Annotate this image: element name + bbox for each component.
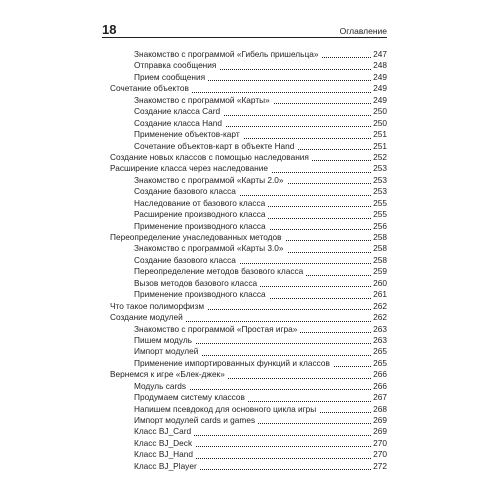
toc-entry-title: Создание базового класса	[134, 186, 239, 197]
toc-entry-page: 270	[373, 437, 387, 448]
toc-entry-title: Импорт модулей cards и games	[134, 415, 258, 426]
toc-subsection-entry	[110, 266, 387, 277]
toc-entry-page: 253	[373, 163, 387, 174]
toc-subsection-entry	[110, 255, 387, 266]
toc-subsection-entry	[110, 289, 387, 300]
toc-entry-page: 255	[373, 197, 387, 208]
toc-entry-title: Прием сообщения	[134, 72, 208, 83]
toc-entry-page: 249	[373, 83, 387, 94]
toc-entry-page: 266	[373, 380, 387, 391]
toc-entry-page: 272	[373, 460, 387, 471]
toc-entry-title: Создание модулей	[110, 312, 186, 323]
toc-entry-title: Знакомство с программой «Гибель пришельца»	[134, 49, 321, 60]
toc-subsection-entry	[110, 243, 387, 254]
toc-entry-page: 255	[373, 209, 387, 220]
toc-entry-title: Сочетание объектов	[110, 83, 192, 94]
toc-subsection-entry	[110, 186, 387, 197]
toc-subsection-entry	[110, 426, 387, 437]
toc-section-entry	[110, 163, 387, 174]
toc-entry-page: 251	[373, 140, 387, 151]
toc-section-entry	[110, 83, 387, 94]
toc-entry-title: Класс BJ_Card	[134, 426, 194, 437]
toc-entry-page: 267	[373, 392, 387, 403]
toc-entry-page: 258	[373, 254, 387, 265]
toc-entry-page: 262	[373, 312, 387, 323]
toc-entry-title: Продумаем систему классов	[134, 392, 248, 403]
toc-entry-title: Применение импортированных функций и классов	[134, 358, 333, 369]
toc-entry-title: Создание класса Card	[134, 106, 223, 117]
toc-section-entry	[110, 152, 387, 163]
table-of-contents	[110, 49, 387, 472]
toc-entry-title: Что такое полиморфизм	[110, 301, 207, 312]
toc-entry-title: Модуль cards	[134, 381, 189, 392]
toc-subsection-entry	[110, 324, 387, 335]
toc-entry-page: 261	[373, 289, 387, 300]
toc-entry-title: Переопределение методов базового класса	[134, 266, 306, 277]
toc-subsection-entry	[110, 392, 387, 403]
toc-entry-page: 253	[373, 186, 387, 197]
toc-entry-page: 260	[373, 277, 387, 288]
toc-entry-page: 248	[373, 60, 387, 71]
toc-entry-title: Вернемся к игре «Блек-джек»	[110, 369, 228, 380]
toc-entry-title: Знакомство с программой «Карты 3.0»	[134, 243, 287, 254]
toc-subsection-entry	[110, 209, 387, 220]
toc-entry-page: 250	[373, 106, 387, 117]
toc-entry-title: Применение производного класса	[134, 221, 269, 232]
toc-entry-title: Наследование от базового класса	[134, 198, 268, 209]
toc-entry-title: Класс BJ_Player	[134, 461, 200, 472]
toc-entry-page: 268	[373, 403, 387, 414]
toc-section-entry	[110, 232, 387, 243]
toc-entry-page: 269	[373, 415, 387, 425]
toc-entry-title: Напишем псевдокод для основного цикла игры	[134, 404, 319, 415]
toc-subsection-entry	[110, 381, 387, 392]
toc-entry-page: 249	[373, 94, 387, 105]
toc-subsection-entry	[110, 106, 387, 117]
running-title: Оглавление	[339, 26, 387, 36]
toc-subsection-entry	[110, 278, 387, 289]
toc-entry-title: Создание базового класса	[134, 255, 239, 266]
toc-entry-page: 249	[373, 71, 387, 82]
toc-subsection-entry	[110, 60, 387, 71]
toc-entry-title: Класс BJ_Deck	[134, 438, 195, 449]
toc-entry-page: 259	[373, 266, 387, 277]
toc-subsection-entry	[110, 404, 387, 415]
toc-subsection-entry	[110, 175, 387, 186]
toc-entry-page: 265	[373, 357, 387, 368]
toc-subsection-entry	[110, 129, 387, 140]
toc-entry-page: 269	[373, 426, 387, 437]
toc-entry-title: Пишем модуль	[134, 335, 195, 346]
toc-entry-page: 266	[373, 369, 387, 380]
toc-subsection-entry	[110, 221, 387, 232]
toc-entry-page: 262	[373, 300, 387, 311]
toc-subsection-entry	[110, 95, 387, 106]
toc-entry-page: 263	[373, 334, 387, 345]
toc-subsection-entry	[110, 49, 387, 60]
toc-entry-title: Импорт модулей	[134, 346, 201, 357]
toc-entry-title: Знакомство с программой «Простая игра»	[134, 324, 300, 335]
toc-subsection-entry	[110, 358, 387, 369]
toc-entry-title: Отправка сообщения	[134, 60, 219, 71]
toc-subsection-entry	[110, 461, 387, 472]
toc-subsection-entry	[110, 141, 387, 152]
toc-entry-page: 251	[373, 129, 387, 140]
toc-subsection-entry	[110, 346, 387, 357]
toc-entry-title: Вызов методов базового класса	[134, 278, 260, 289]
toc-entry-page: 258	[373, 232, 387, 242]
toc-entry-title: Знакомство с программой «Карты»	[134, 95, 273, 106]
toc-subsection-entry	[110, 415, 387, 426]
toc-entry-title: Расширение класса через наследование	[110, 163, 271, 174]
toc-subsection-entry	[110, 118, 387, 129]
toc-entry-page: 250	[373, 117, 387, 128]
toc-entry-title: Переопределение унаследованных методов	[110, 232, 285, 243]
toc-entry-title: Сочетание объектов-карт в объекте Hand	[134, 141, 297, 152]
toc-entry-page: 258	[373, 243, 387, 254]
toc-entry-page: 252	[373, 151, 387, 162]
toc-entry-title: Применение производного класса	[134, 289, 269, 300]
toc-entry-title: Создание новых классов с помощью наследования	[110, 152, 312, 163]
toc-entry-page: 263	[373, 323, 387, 334]
toc-entry-page: 253	[373, 174, 387, 185]
toc-section-entry	[110, 312, 387, 323]
toc-entry-page: 270	[373, 449, 387, 460]
toc-section-entry	[110, 301, 387, 312]
toc-subsection-entry	[110, 335, 387, 346]
header-rule	[102, 37, 387, 38]
toc-entry-page: 265	[373, 346, 387, 357]
toc-entry-title: Знакомство с программой «Карты 2.0»	[134, 175, 287, 186]
toc-subsection-entry	[110, 449, 387, 460]
toc-entry-title: Класс BJ_Hand	[134, 449, 196, 460]
toc-subsection-entry	[110, 438, 387, 449]
toc-subsection-entry	[110, 72, 387, 83]
toc-entry-title: Расширение производного класса	[134, 209, 268, 220]
toc-subsection-entry	[110, 198, 387, 209]
toc-entry-title: Применение объектов-карт	[134, 129, 243, 140]
page-number: 18	[102, 22, 117, 37]
toc-entry-title: Создание класса Hand	[134, 118, 225, 129]
toc-entry-page: 256	[373, 220, 387, 231]
toc-section-entry	[110, 369, 387, 380]
toc-entry-page: 247	[373, 49, 387, 59]
